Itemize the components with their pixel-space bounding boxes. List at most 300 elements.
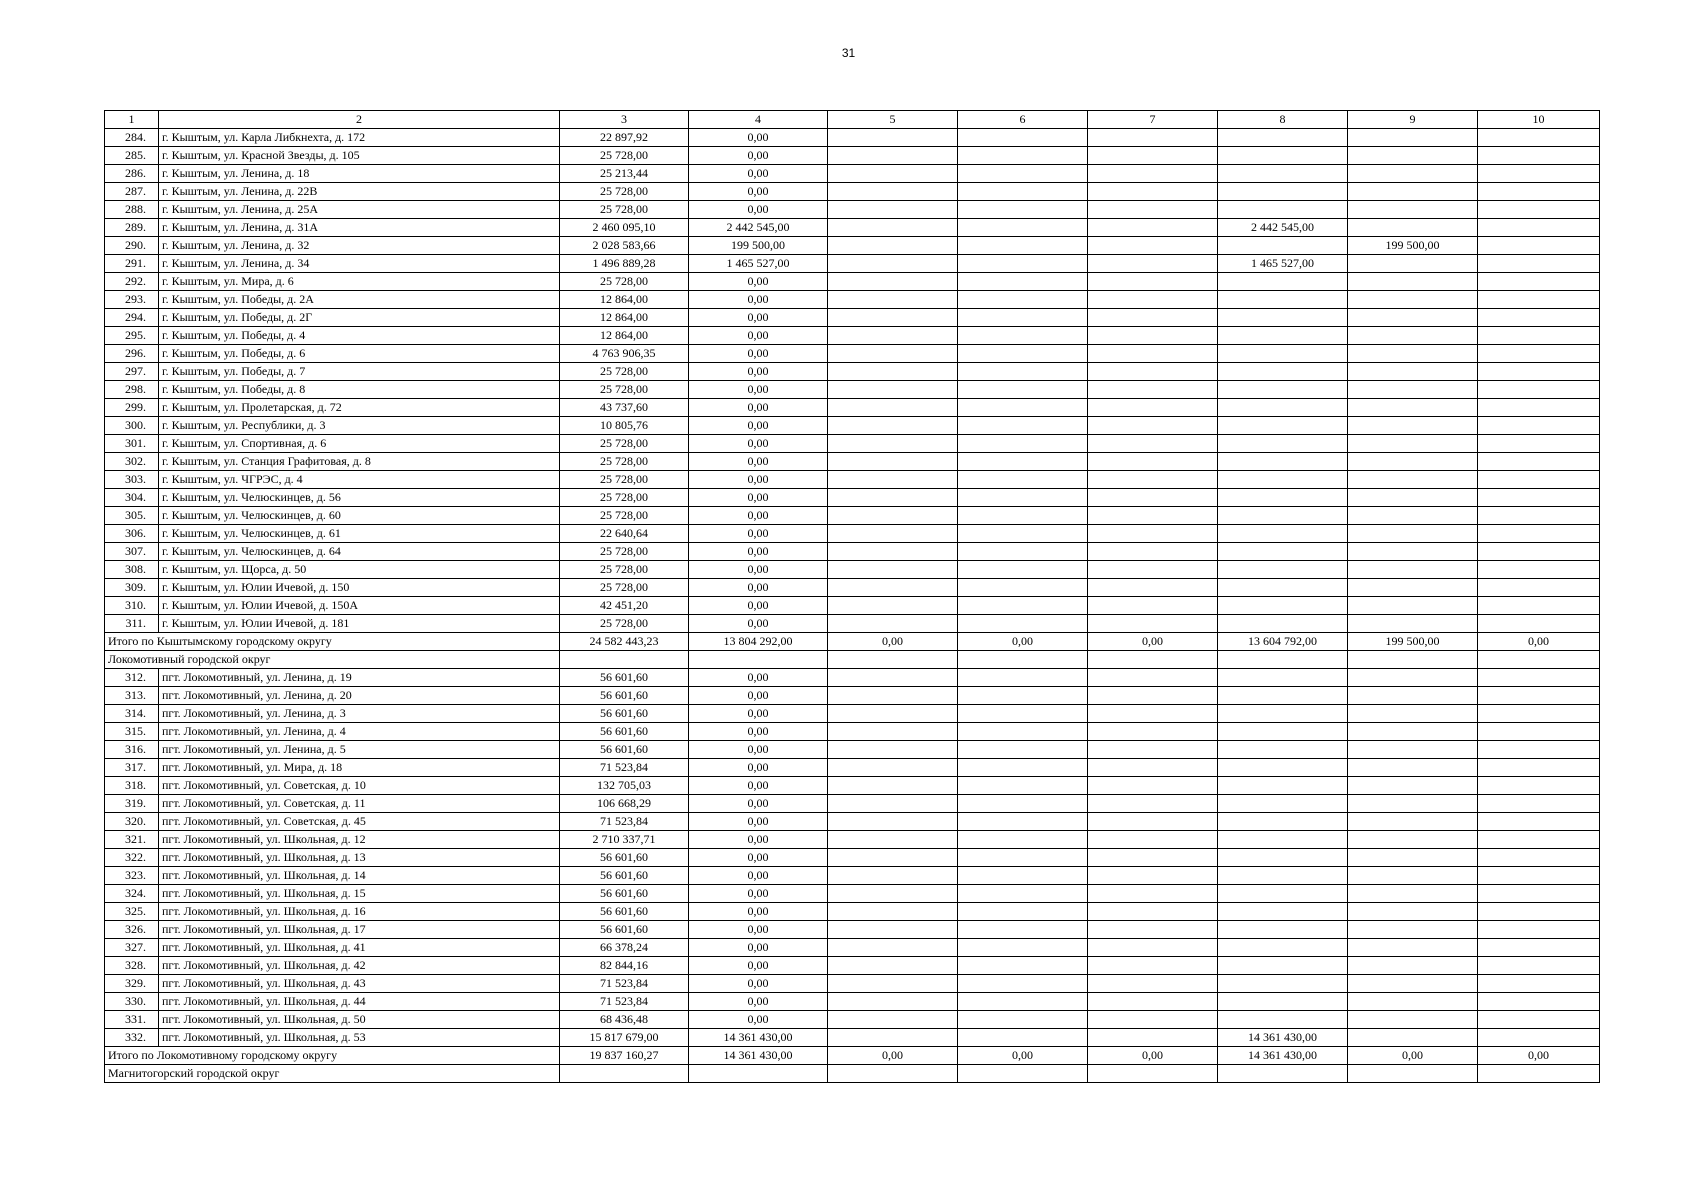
col8-cell	[1218, 291, 1348, 309]
table-row	[105, 921, 1600, 939]
col7-cell	[1088, 1029, 1218, 1047]
col5-cell	[828, 777, 958, 795]
col4-cell: 0,00	[689, 777, 828, 795]
total-c10-cell: 0,00	[1478, 633, 1600, 651]
table-row	[105, 255, 1600, 273]
col9-cell	[1348, 813, 1478, 831]
col3-cell: 71 523,84	[560, 975, 689, 993]
address-cell: г. Кыштым, ул. Красной Звезды, д. 105	[159, 147, 560, 165]
col9-cell	[1348, 471, 1478, 489]
col5-cell	[828, 1011, 958, 1029]
col4-cell: 1 465 527,00	[689, 255, 828, 273]
col8-cell	[1218, 849, 1348, 867]
col7-cell	[1088, 669, 1218, 687]
col4-cell: 0,00	[689, 363, 828, 381]
address-cell: пгт. Локомотивный, ул. Школьная, д. 53	[159, 1029, 560, 1047]
col10-cell	[1478, 957, 1600, 975]
col3-cell: 25 728,00	[560, 471, 689, 489]
table-row	[105, 867, 1600, 885]
col4-cell: 0,00	[689, 201, 828, 219]
col8-cell	[1218, 183, 1348, 201]
table-row	[105, 165, 1600, 183]
col8-cell	[1218, 237, 1348, 255]
col3-cell: 56 601,60	[560, 885, 689, 903]
col4-cell: 0,00	[689, 669, 828, 687]
table-row	[105, 795, 1600, 813]
address-cell: г. Кыштым, ул. Карла Либкнехта, д. 172	[159, 129, 560, 147]
row-number: 331.	[105, 1011, 159, 1029]
header-cell: 7	[1088, 111, 1218, 129]
address-cell: пгт. Локомотивный, ул. Советская, д. 10	[159, 777, 560, 795]
row-number: 321.	[105, 831, 159, 849]
table-row	[105, 525, 1600, 543]
total-c7-cell: 0,00	[1088, 1047, 1218, 1065]
address-cell: пгт. Локомотивный, ул. Школьная, д. 44	[159, 993, 560, 1011]
total-c5-cell: 0,00	[828, 633, 958, 651]
col10-cell	[1478, 831, 1600, 849]
table-row	[105, 183, 1600, 201]
col10-cell	[1478, 183, 1600, 201]
col10-cell	[1478, 273, 1600, 291]
empty-cell	[828, 651, 958, 669]
col5-cell	[828, 363, 958, 381]
table-row	[105, 543, 1600, 561]
col8-cell	[1218, 417, 1348, 435]
table-row	[105, 345, 1600, 363]
row-number: 317.	[105, 759, 159, 777]
col5-cell	[828, 759, 958, 777]
table-row	[105, 471, 1600, 489]
col9-cell	[1348, 1011, 1478, 1029]
total-label: Итого по Локомотивному городскому округу	[105, 1047, 560, 1065]
row-number: 299.	[105, 399, 159, 417]
table-row	[105, 399, 1600, 417]
col9-cell	[1348, 129, 1478, 147]
col5-cell	[828, 399, 958, 417]
table-row	[105, 903, 1600, 921]
col9-cell	[1348, 165, 1478, 183]
col3-cell: 12 864,00	[560, 291, 689, 309]
col7-cell	[1088, 129, 1218, 147]
col4-cell: 0,00	[689, 381, 828, 399]
col5-cell	[828, 723, 958, 741]
col3-cell: 56 601,60	[560, 921, 689, 939]
col3-cell: 12 864,00	[560, 327, 689, 345]
col5-cell	[828, 939, 958, 957]
col6-cell	[958, 345, 1088, 363]
col8-cell	[1218, 939, 1348, 957]
table-row	[105, 597, 1600, 615]
row-number: 315.	[105, 723, 159, 741]
col7-cell	[1088, 579, 1218, 597]
row-number: 327.	[105, 939, 159, 957]
col8-cell	[1218, 741, 1348, 759]
row-number: 318.	[105, 777, 159, 795]
col6-cell	[958, 201, 1088, 219]
col3-cell: 25 213,44	[560, 165, 689, 183]
col3-cell: 1 496 889,28	[560, 255, 689, 273]
col5-cell	[828, 471, 958, 489]
col10-cell	[1478, 165, 1600, 183]
col8-cell	[1218, 201, 1348, 219]
col5-cell	[828, 543, 958, 561]
col4-cell: 0,00	[689, 741, 828, 759]
col7-cell	[1088, 183, 1218, 201]
col7-cell	[1088, 777, 1218, 795]
col5-cell	[828, 255, 958, 273]
col5-cell	[828, 921, 958, 939]
col7-cell	[1088, 291, 1218, 309]
row-number: 300.	[105, 417, 159, 435]
col7-cell	[1088, 489, 1218, 507]
col7-cell	[1088, 219, 1218, 237]
col9-cell	[1348, 345, 1478, 363]
col3-cell: 56 601,60	[560, 669, 689, 687]
row-number: 314.	[105, 705, 159, 723]
col9-cell	[1348, 669, 1478, 687]
address-cell: г. Кыштым, ул. Щорса, д. 50	[159, 561, 560, 579]
col7-cell	[1088, 525, 1218, 543]
col7-cell	[1088, 201, 1218, 219]
col6-cell	[958, 291, 1088, 309]
col5-cell	[828, 561, 958, 579]
col4-cell: 0,00	[689, 309, 828, 327]
col9-cell	[1348, 273, 1478, 291]
col5-cell	[828, 957, 958, 975]
col8-cell	[1218, 147, 1348, 165]
col10-cell	[1478, 453, 1600, 471]
col3-cell: 12 864,00	[560, 309, 689, 327]
section-label: Магнитогорский городской округ	[105, 1065, 560, 1083]
col6-cell	[958, 993, 1088, 1011]
col4-cell: 0,00	[689, 507, 828, 525]
page-number: 31	[841, 46, 856, 60]
table-row	[105, 975, 1600, 993]
col4-cell: 0,00	[689, 291, 828, 309]
col7-cell	[1088, 543, 1218, 561]
col5-cell	[828, 903, 958, 921]
address-cell: пгт. Локомотивный, ул. Мира, д. 18	[159, 759, 560, 777]
header-cell: 10	[1478, 111, 1600, 129]
col5-cell	[828, 507, 958, 525]
col10-cell	[1478, 885, 1600, 903]
address-cell: г. Кыштым, ул. ЧГРЭС, д. 4	[159, 471, 560, 489]
col10-cell	[1478, 687, 1600, 705]
col9-cell	[1348, 255, 1478, 273]
col10-cell	[1478, 345, 1600, 363]
row-number: 285.	[105, 147, 159, 165]
col3-cell: 10 805,76	[560, 417, 689, 435]
total-c6-cell: 0,00	[958, 633, 1088, 651]
col8-cell	[1218, 759, 1348, 777]
col9-cell	[1348, 201, 1478, 219]
section-label: Локомотивный городской округ	[105, 651, 560, 669]
col3-cell: 25 728,00	[560, 579, 689, 597]
col10-cell	[1478, 525, 1600, 543]
col9-cell	[1348, 885, 1478, 903]
total-c6-cell: 0,00	[958, 1047, 1088, 1065]
col4-cell: 0,00	[689, 453, 828, 471]
col3-cell: 56 601,60	[560, 741, 689, 759]
row-number: 324.	[105, 885, 159, 903]
header-cell: 1	[105, 111, 159, 129]
col7-cell	[1088, 759, 1218, 777]
col10-cell	[1478, 291, 1600, 309]
col8-cell	[1218, 345, 1348, 363]
total-c9-cell: 0,00	[1348, 1047, 1478, 1065]
col7-cell	[1088, 903, 1218, 921]
address-cell: г. Кыштым, ул. Победы, д. 2Г	[159, 309, 560, 327]
empty-cell	[828, 1065, 958, 1083]
col5-cell	[828, 525, 958, 543]
address-cell: г. Кыштым, ул. Победы, д. 6	[159, 345, 560, 363]
address-cell: г. Кыштым, ул. Мира, д. 6	[159, 273, 560, 291]
col6-cell	[958, 759, 1088, 777]
col10-cell	[1478, 741, 1600, 759]
col3-cell: 66 378,24	[560, 939, 689, 957]
col9-cell	[1348, 597, 1478, 615]
col5-cell	[828, 237, 958, 255]
address-cell: пгт. Локомотивный, ул. Школьная, д. 43	[159, 975, 560, 993]
row-number: 320.	[105, 813, 159, 831]
col6-cell	[958, 363, 1088, 381]
row-number: 297.	[105, 363, 159, 381]
col9-cell	[1348, 795, 1478, 813]
col4-cell: 0,00	[689, 147, 828, 165]
col10-cell	[1478, 399, 1600, 417]
col7-cell	[1088, 417, 1218, 435]
total-c5-cell: 0,00	[828, 1047, 958, 1065]
table-row	[105, 507, 1600, 525]
col5-cell	[828, 813, 958, 831]
col10-cell	[1478, 597, 1600, 615]
col3-cell: 56 601,60	[560, 849, 689, 867]
col6-cell	[958, 489, 1088, 507]
row-number: 307.	[105, 543, 159, 561]
col10-cell	[1478, 561, 1600, 579]
col8-cell	[1218, 381, 1348, 399]
col6-cell	[958, 579, 1088, 597]
row-number: 312.	[105, 669, 159, 687]
col9-cell	[1348, 417, 1478, 435]
col6-cell	[958, 813, 1088, 831]
row-number: 323.	[105, 867, 159, 885]
row-number: 304.	[105, 489, 159, 507]
table-row	[105, 741, 1600, 759]
table-row	[105, 705, 1600, 723]
col10-cell	[1478, 705, 1600, 723]
col10-cell	[1478, 363, 1600, 381]
col5-cell	[828, 345, 958, 363]
col10-cell	[1478, 777, 1600, 795]
col10-cell	[1478, 975, 1600, 993]
col9-cell	[1348, 381, 1478, 399]
col7-cell	[1088, 453, 1218, 471]
col7-cell	[1088, 273, 1218, 291]
col6-cell	[958, 147, 1088, 165]
col10-cell	[1478, 615, 1600, 633]
col4-cell: 0,00	[689, 993, 828, 1011]
col3-cell: 22 640,64	[560, 525, 689, 543]
col6-cell	[958, 777, 1088, 795]
address-cell: г. Кыштым, ул. Ленина, д. 22В	[159, 183, 560, 201]
col3-cell: 25 728,00	[560, 363, 689, 381]
table-row	[105, 669, 1600, 687]
col5-cell	[828, 291, 958, 309]
table-row	[105, 219, 1600, 237]
row-number: 303.	[105, 471, 159, 489]
header-cell: 9	[1348, 111, 1478, 129]
table-row	[105, 957, 1600, 975]
col7-cell	[1088, 165, 1218, 183]
col8-cell: 14 361 430,00	[1218, 1029, 1348, 1047]
col10-cell	[1478, 129, 1600, 147]
empty-cell	[958, 651, 1088, 669]
col7-cell	[1088, 507, 1218, 525]
row-number: 293.	[105, 291, 159, 309]
header-cell: 4	[689, 111, 828, 129]
row-number: 311.	[105, 615, 159, 633]
col8-cell	[1218, 363, 1348, 381]
row-number: 310.	[105, 597, 159, 615]
row-number: 308.	[105, 561, 159, 579]
col3-cell: 68 436,48	[560, 1011, 689, 1029]
header-cell: 2	[159, 111, 560, 129]
col3-cell: 82 844,16	[560, 957, 689, 975]
header-cell: 3	[560, 111, 689, 129]
col8-cell	[1218, 435, 1348, 453]
empty-cell	[1218, 651, 1348, 669]
col5-cell	[828, 309, 958, 327]
col7-cell	[1088, 471, 1218, 489]
table-row	[105, 885, 1600, 903]
col8-cell	[1218, 579, 1348, 597]
table-row	[105, 939, 1600, 957]
table-row	[105, 129, 1600, 147]
col3-cell: 56 601,60	[560, 687, 689, 705]
row-number: 296.	[105, 345, 159, 363]
col6-cell	[958, 183, 1088, 201]
empty-cell	[1088, 1065, 1218, 1083]
col8-cell	[1218, 327, 1348, 345]
col5-cell	[828, 705, 958, 723]
row-number: 330.	[105, 993, 159, 1011]
row-number: 329.	[105, 975, 159, 993]
col6-cell	[958, 723, 1088, 741]
col8-cell	[1218, 795, 1348, 813]
col9-cell	[1348, 453, 1478, 471]
col4-cell: 0,00	[689, 597, 828, 615]
col10-cell	[1478, 381, 1600, 399]
col7-cell	[1088, 435, 1218, 453]
col3-cell: 15 817 679,00	[560, 1029, 689, 1047]
address-cell: г. Кыштым, ул. Победы, д. 2А	[159, 291, 560, 309]
col7-cell	[1088, 399, 1218, 417]
table-row	[105, 687, 1600, 705]
row-number: 319.	[105, 795, 159, 813]
col9-cell	[1348, 615, 1478, 633]
row-number: 332.	[105, 1029, 159, 1047]
col3-cell: 56 601,60	[560, 705, 689, 723]
address-cell: г. Кыштым, ул. Ленина, д. 32	[159, 237, 560, 255]
col3-cell: 25 728,00	[560, 381, 689, 399]
col7-cell	[1088, 363, 1218, 381]
col3-cell: 25 728,00	[560, 435, 689, 453]
col7-cell	[1088, 615, 1218, 633]
row-number: 284.	[105, 129, 159, 147]
col10-cell	[1478, 201, 1600, 219]
total-c3-cell: 24 582 443,23	[560, 633, 689, 651]
col7-cell	[1088, 957, 1218, 975]
col3-cell: 25 728,00	[560, 147, 689, 165]
col9-cell	[1348, 687, 1478, 705]
col7-cell	[1088, 993, 1218, 1011]
data-table	[104, 110, 1600, 1083]
col7-cell	[1088, 795, 1218, 813]
col3-cell: 132 705,03	[560, 777, 689, 795]
col3-cell: 56 601,60	[560, 867, 689, 885]
col8-cell	[1218, 903, 1348, 921]
col4-cell: 0,00	[689, 471, 828, 489]
col7-cell	[1088, 237, 1218, 255]
table-row	[105, 273, 1600, 291]
col3-cell: 56 601,60	[560, 723, 689, 741]
col7-cell	[1088, 327, 1218, 345]
address-cell: г. Кыштым, ул. Победы, д. 4	[159, 327, 560, 345]
col8-cell	[1218, 471, 1348, 489]
col8-cell	[1218, 597, 1348, 615]
row-number: 316.	[105, 741, 159, 759]
address-cell: г. Кыштым, ул. Победы, д. 7	[159, 363, 560, 381]
address-cell: г. Кыштым, ул. Челюскинцев, д. 60	[159, 507, 560, 525]
address-cell: пгт. Локомотивный, ул. Школьная, д. 12	[159, 831, 560, 849]
col7-cell	[1088, 813, 1218, 831]
empty-cell	[958, 1065, 1088, 1083]
address-cell: пгт. Локомотивный, ул. Школьная, д. 42	[159, 957, 560, 975]
col8-cell	[1218, 489, 1348, 507]
col10-cell	[1478, 417, 1600, 435]
col4-cell: 2 442 545,00	[689, 219, 828, 237]
col10-cell	[1478, 867, 1600, 885]
col4-cell: 0,00	[689, 795, 828, 813]
col7-cell	[1088, 345, 1218, 363]
table-row	[105, 579, 1600, 597]
table-row	[105, 363, 1600, 381]
empty-cell	[1218, 1065, 1348, 1083]
empty-cell	[1348, 651, 1478, 669]
col7-cell	[1088, 723, 1218, 741]
table-row	[105, 489, 1600, 507]
col8-cell	[1218, 453, 1348, 471]
address-cell: пгт. Локомотивный, ул. Школьная, д. 15	[159, 885, 560, 903]
col10-cell	[1478, 903, 1600, 921]
col4-cell: 14 361 430,00	[689, 1029, 828, 1047]
col4-cell: 0,00	[689, 417, 828, 435]
col8-cell	[1218, 561, 1348, 579]
col9-cell: 199 500,00	[1348, 237, 1478, 255]
table-row	[105, 147, 1600, 165]
table-row	[105, 1011, 1600, 1029]
col9-cell	[1348, 849, 1478, 867]
col9-cell	[1348, 939, 1478, 957]
table-row	[105, 453, 1600, 471]
col5-cell	[828, 273, 958, 291]
col4-cell: 0,00	[689, 831, 828, 849]
col6-cell	[958, 507, 1088, 525]
address-cell: г. Кыштым, ул. Ленина, д. 25А	[159, 201, 560, 219]
col10-cell	[1478, 507, 1600, 525]
col8-cell	[1218, 993, 1348, 1011]
